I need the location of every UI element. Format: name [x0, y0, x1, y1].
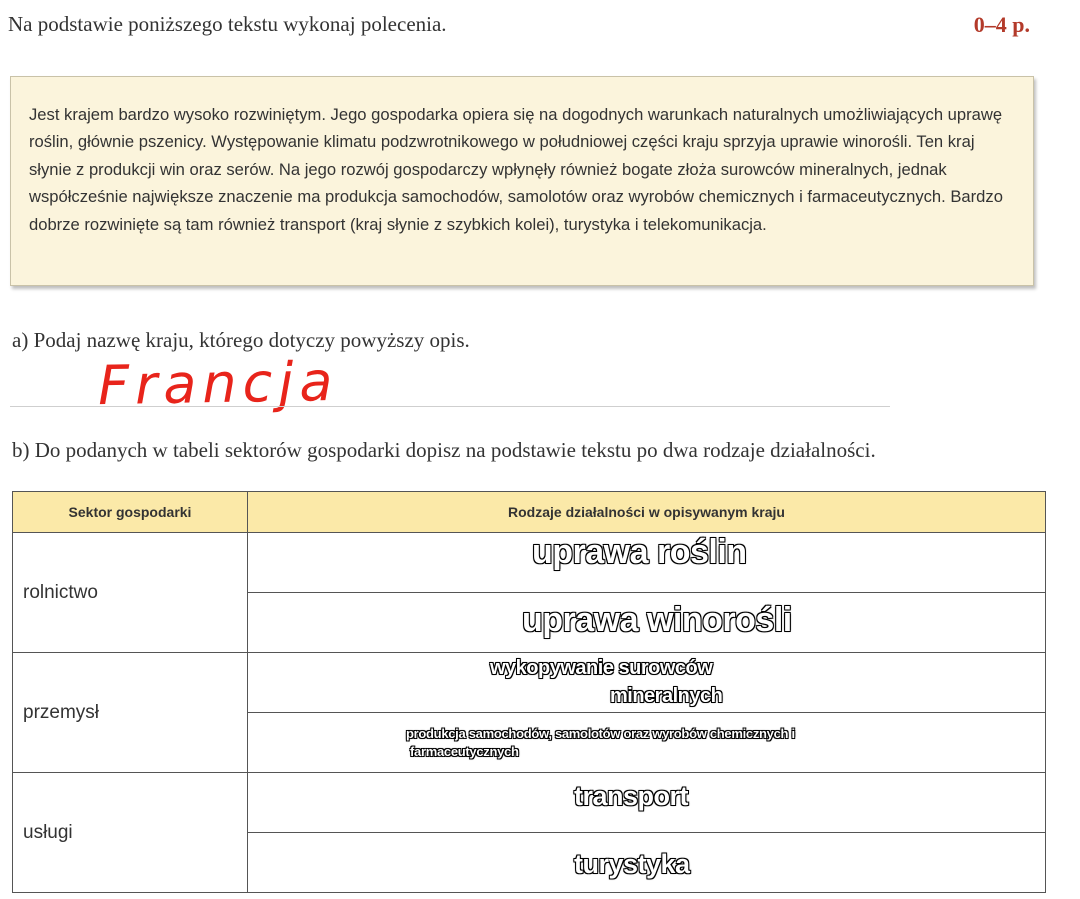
header-activities: Rodzaje działalności w opisywanym kraju: [248, 492, 1046, 533]
activity-cell: [248, 653, 1046, 713]
answer-line: [10, 406, 890, 407]
sector-przemysl: przemysł: [13, 653, 248, 773]
source-text: Jest krajem bardzo wysoko rozwiniętym. Jego gospodarka opiera się na dogodnych warunkach naturalnych umożliwiających uprawę roślin, głównie pszenicy. Występowanie klimatu podzwrotnikowego w południowej części kraju sprzyja uprawie winorośli. Ten kraj słynie z produkcji win oraz serów. Na jego rozwój gospodarczy wpłynęły również bogate złoża surowców mineralnych, jednak współcześnie największe znaczenie ma produkcja samochodów, samolotów oraz wyrobów chemicznych i farmaceutycznych. Bardzo dobrze rozwinięte są tam również transport (kraj słynie z szybkich kolei), turystyka i telekomunikacja.: [29, 105, 1003, 234]
answer-text: produkcja samochodów, samolotów oraz wyrobów chemicznych i: [406, 726, 795, 741]
answer-text: uprawa winorośli: [522, 601, 792, 639]
source-text-box: [10, 76, 1034, 286]
points-label: 0–4 p.: [973, 12, 1030, 37]
header-sector: Sektor gospodarki: [13, 492, 248, 533]
activity-cell: [248, 773, 1046, 833]
answer-text: wykopywanie surowców: [490, 657, 713, 679]
instruction-heading: Na podstawie poniższego tekstu wykonaj polecenia.: [8, 12, 447, 36]
answer-text: uprawa roślin: [532, 533, 747, 571]
table-row: [13, 533, 1046, 593]
activity-cell: [248, 533, 1046, 593]
answer-text: transport: [574, 781, 689, 811]
table-row: [13, 653, 1046, 713]
handwritten-answer: Francja: [97, 349, 339, 418]
answer-text: turystyka: [574, 849, 690, 879]
table-header-row: [13, 492, 1046, 533]
activity-cell: [248, 713, 1046, 773]
activity-cell: [248, 833, 1046, 893]
question-b: b) Do podanych w tabeli sektorów gospodarki dopisz na podstawie tekstu po dwa rodzaje działalności.: [12, 438, 876, 462]
sector-uslugi: usługi: [13, 773, 248, 893]
answer-text: mineralnych: [610, 685, 723, 707]
sectors-table: [12, 491, 1046, 893]
activity-cell: [248, 593, 1046, 653]
table-row: [13, 773, 1046, 833]
answer-text: farmaceutycznych: [410, 744, 519, 759]
question-a: a) Podaj nazwę kraju, którego dotyczy powyższy opis.: [12, 328, 470, 352]
sector-rolnictwo: rolnictwo: [13, 533, 248, 653]
